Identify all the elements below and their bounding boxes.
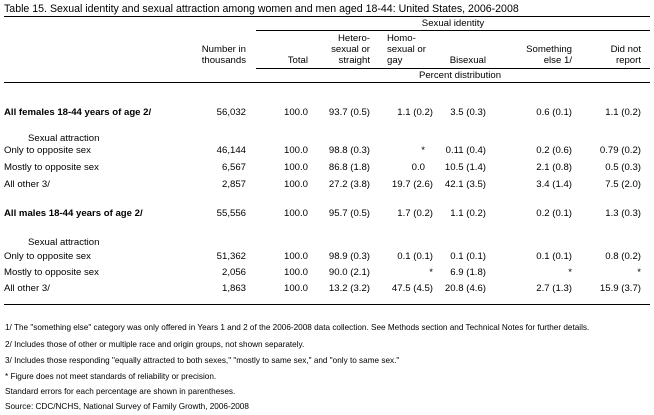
cell-number: 6,567 [221, 162, 246, 173]
cell-bisexual: 1.1 (0.2) [450, 208, 486, 219]
footnote-3: 3/ Includes those responding "equally attracted to both sexes," "mostly to same sex," and "only to same sex." [5, 356, 400, 365]
cell-number: 46,144 [216, 145, 246, 156]
footnote-source: Source: CDC/NCHS, National Survey of Family Growth, 2006-2008 [5, 402, 249, 411]
footnote-reliability: * Figure does not meet standards of reliability or precision. [5, 372, 217, 381]
cell-hetero: 27.2 (3.8) [328, 179, 370, 190]
cell-number: 56,032 [216, 107, 246, 118]
cell-bisexual: 0.1 (0.1) [450, 251, 486, 262]
cell-total: 100.0 [283, 251, 308, 262]
table-row [0, 107, 654, 119]
header-bisexual: Bisexual [449, 55, 486, 66]
table-row [0, 267, 654, 279]
cell-homo: 47.5 (4.5) [391, 283, 433, 294]
table-row [0, 179, 654, 191]
rule-group [256, 30, 650, 31]
cell-bisexual: 6.9 (1.8) [450, 267, 486, 278]
footnote-standard-errors: Standard errors for each percentage are shown in parentheses. [5, 387, 236, 396]
cell-number: 2,056 [221, 267, 246, 278]
cell-did-not-report: 0.8 (0.2) [605, 251, 641, 262]
rule-body-bottom [4, 304, 650, 305]
header-total: Total [287, 55, 308, 66]
cell-total: 100.0 [283, 162, 308, 173]
cell-number: 1,863 [221, 283, 246, 294]
rule-header-bottom [4, 82, 650, 83]
cell-homo: 1.7 (0.2) [397, 208, 433, 219]
row-label: All other 3/ [4, 283, 50, 294]
cell-total: 100.0 [283, 107, 308, 118]
cell-something-else: 3.4 (1.4) [536, 179, 572, 190]
cell-hetero: 98.8 (0.3) [328, 145, 370, 156]
table-row [0, 251, 654, 263]
rule-top [4, 16, 650, 17]
row-label: All males 18-44 years of age 2/ [4, 208, 143, 219]
cell-total: 100.0 [283, 145, 308, 156]
cell-number: 2,857 [221, 179, 246, 190]
table-row [0, 208, 654, 220]
cell-homo: 0.0 [411, 162, 425, 173]
subhead-sexual-attraction: Sexual attraction [28, 237, 100, 248]
cell-bisexual: 10.5 (1.4) [444, 162, 486, 173]
cell-bisexual: 42.1 (3.5) [444, 179, 486, 190]
subhead-sexual-attraction: Sexual attraction [28, 133, 100, 144]
table-row [0, 283, 654, 295]
cell-total: 100.0 [283, 179, 308, 190]
cell-something-else: 0.1 (0.1) [536, 251, 572, 262]
row-label: Mostly to opposite sex [4, 267, 99, 278]
cell-bisexual: 3.5 (0.3) [450, 107, 486, 118]
cell-total: 100.0 [283, 267, 308, 278]
cell-homo: 19.7 (2.6) [391, 179, 433, 190]
rule-header [256, 68, 650, 69]
cell-something-else: 2.7 (1.3) [536, 283, 572, 294]
cell-did-not-report: * [637, 267, 641, 278]
cell-hetero: 86.8 (1.8) [328, 162, 370, 173]
cell-did-not-report: 0.79 (0.2) [599, 145, 641, 156]
cell-something-else: 2.1 (0.8) [536, 162, 572, 173]
row-label: All females 18-44 years of age 2/ [4, 107, 152, 118]
cell-hetero: 98.9 (0.3) [328, 251, 370, 262]
cell-something-else: 0.2 (0.6) [536, 145, 572, 156]
cell-did-not-report: 1.3 (0.3) [605, 208, 641, 219]
row-label: Only to opposite sex [4, 251, 91, 262]
cell-hetero: 13.2 (3.2) [328, 283, 370, 294]
cell-bisexual: 20.8 (4.6) [444, 283, 486, 294]
row-label: Only to opposite sex [4, 145, 91, 156]
cell-hetero: 93.7 (0.5) [328, 107, 370, 118]
table-title: Table 15. Sexual identity and sexual attraction among women and men aged 18-44: United States, 2006-2008 [4, 3, 519, 15]
row-label: All other 3/ [4, 179, 50, 190]
cell-total: 100.0 [283, 283, 308, 294]
cell-something-else: * [568, 267, 572, 278]
cell-did-not-report: 7.5 (2.0) [605, 179, 641, 190]
cell-homo: * [421, 145, 425, 156]
cell-something-else: 0.2 (0.1) [536, 208, 572, 219]
cell-homo: * [429, 267, 433, 278]
header-sexual-identity: Sexual identity [421, 18, 485, 29]
cell-did-not-report: 0.5 (0.3) [605, 162, 641, 173]
cell-something-else: 0.6 (0.1) [536, 107, 572, 118]
cell-did-not-report: 15.9 (3.7) [599, 283, 641, 294]
cell-did-not-report: 1.1 (0.2) [605, 107, 641, 118]
cell-number: 51,362 [216, 251, 246, 262]
table-row [0, 162, 654, 174]
footnote-2: 2/ Includes those of other or multiple race and origin groups, not shown separately. [5, 340, 305, 349]
cell-hetero: 90.0 (2.1) [328, 267, 370, 278]
cell-homo: 0.1 (0.1) [397, 251, 433, 262]
header-percent-distribution: Percent distribution [418, 70, 502, 81]
cell-total: 100.0 [283, 208, 308, 219]
cell-homo: 1.1 (0.2) [397, 107, 433, 118]
table-row [0, 145, 654, 157]
cell-hetero: 95.7 (0.5) [328, 208, 370, 219]
cell-bisexual: 0.11 (0.4) [445, 145, 486, 156]
cell-number: 55,556 [216, 208, 246, 219]
footnote-1: 1/ The "something else" category was only offered in Years 1 and 2 of the 2006-2008 data collection. See Methods section and Technical Notes for further details. [5, 323, 590, 332]
row-label: Mostly to opposite sex [4, 162, 99, 173]
